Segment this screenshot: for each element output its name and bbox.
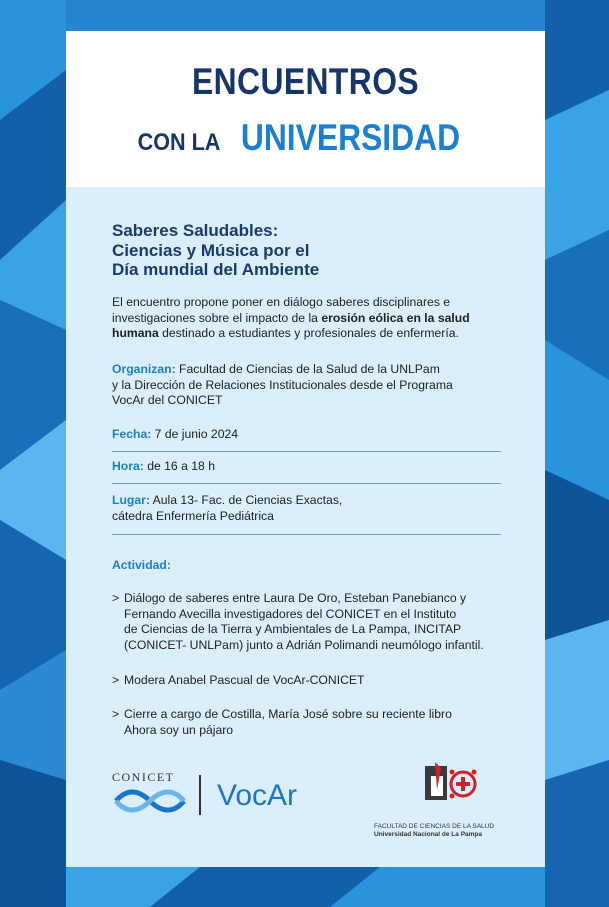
- event-title-line1: Saberes Saludables:: [112, 221, 279, 240]
- header-title-line1: ENCUENTROS: [191, 61, 420, 102]
- time-row: [112, 459, 512, 475]
- vocar-logo-text: VocAr: [217, 779, 298, 812]
- event-title-line2: Ciencias y Música por el: [112, 240, 310, 260]
- divider: [112, 451, 501, 452]
- header-title-line2: [66, 117, 545, 159]
- conicet-infinity-icon: [112, 787, 188, 815]
- conicet-logo-text: CONICET: [112, 770, 175, 784]
- time-value: de 16 a 18 h: [143, 459, 215, 473]
- intro-paragraph: El encuentro propone poner en diálogo saberes disciplinares e investigaciones sobre el impacto de la erosión eólica en la salud humana destinado a estudiantes y profesionales de enfermería.: [112, 295, 470, 340]
- place-label: Lugar:: [112, 493, 150, 507]
- info-panel: [66, 187, 545, 867]
- date-label: Fecha:: [112, 427, 152, 441]
- logo-separator: [199, 775, 201, 815]
- activity-item: > Modera Anabel Pascual de VocAr-CONICET: [112, 673, 365, 687]
- event-title: [112, 221, 512, 280]
- divider: [112, 483, 501, 484]
- activity-heading: Actividad:: [112, 558, 171, 572]
- unlpam-emblem-icon: [423, 760, 481, 806]
- sponsor-logos: [112, 765, 512, 845]
- activity-item: > Cierre a cargo de Costilla, María José sobre su reciente libro Ahora soy un pájaro: [112, 707, 452, 737]
- unlpam-caption: FACULTAD DE CIENCIAS DE LA SALUD Universidad Nacional de La Pampa: [374, 823, 495, 838]
- organizers-label: Organizan:: [112, 362, 176, 376]
- organizers: Organizan: Facultad de Ciencias de la Salud de la UNLPam y la Dirección de Relaciones Institucionales desde el Programa VocAr del CONICET: [112, 362, 453, 407]
- divider: [112, 534, 501, 535]
- time-label: Hora:: [112, 459, 144, 473]
- header-title-small: CON LA: [137, 129, 221, 156]
- date-value: 7 de junio 2024: [151, 427, 239, 441]
- place-row: Lugar: Aula 13- Fac. de Ciencias Exactas, cátedra Enfermería Pediátrica: [112, 493, 343, 523]
- activity-item: > Diálogo de saberes entre Laura De Oro, Esteban Panebianco y Fernando Avecilla investigadores del CONICET en el Instituto de Ciencias de la Tierra y Ambientales de La Pampa, INCITAP (CONICET- UNLPam) junto a Adrián Polimandi neumólogo infantil.: [112, 591, 484, 652]
- header-title-big: UNIVERSIDAD: [241, 117, 461, 158]
- event-title-line3: Día mundial del Ambiente: [112, 260, 320, 279]
- header-panel: [66, 31, 545, 187]
- date-row: [112, 427, 512, 443]
